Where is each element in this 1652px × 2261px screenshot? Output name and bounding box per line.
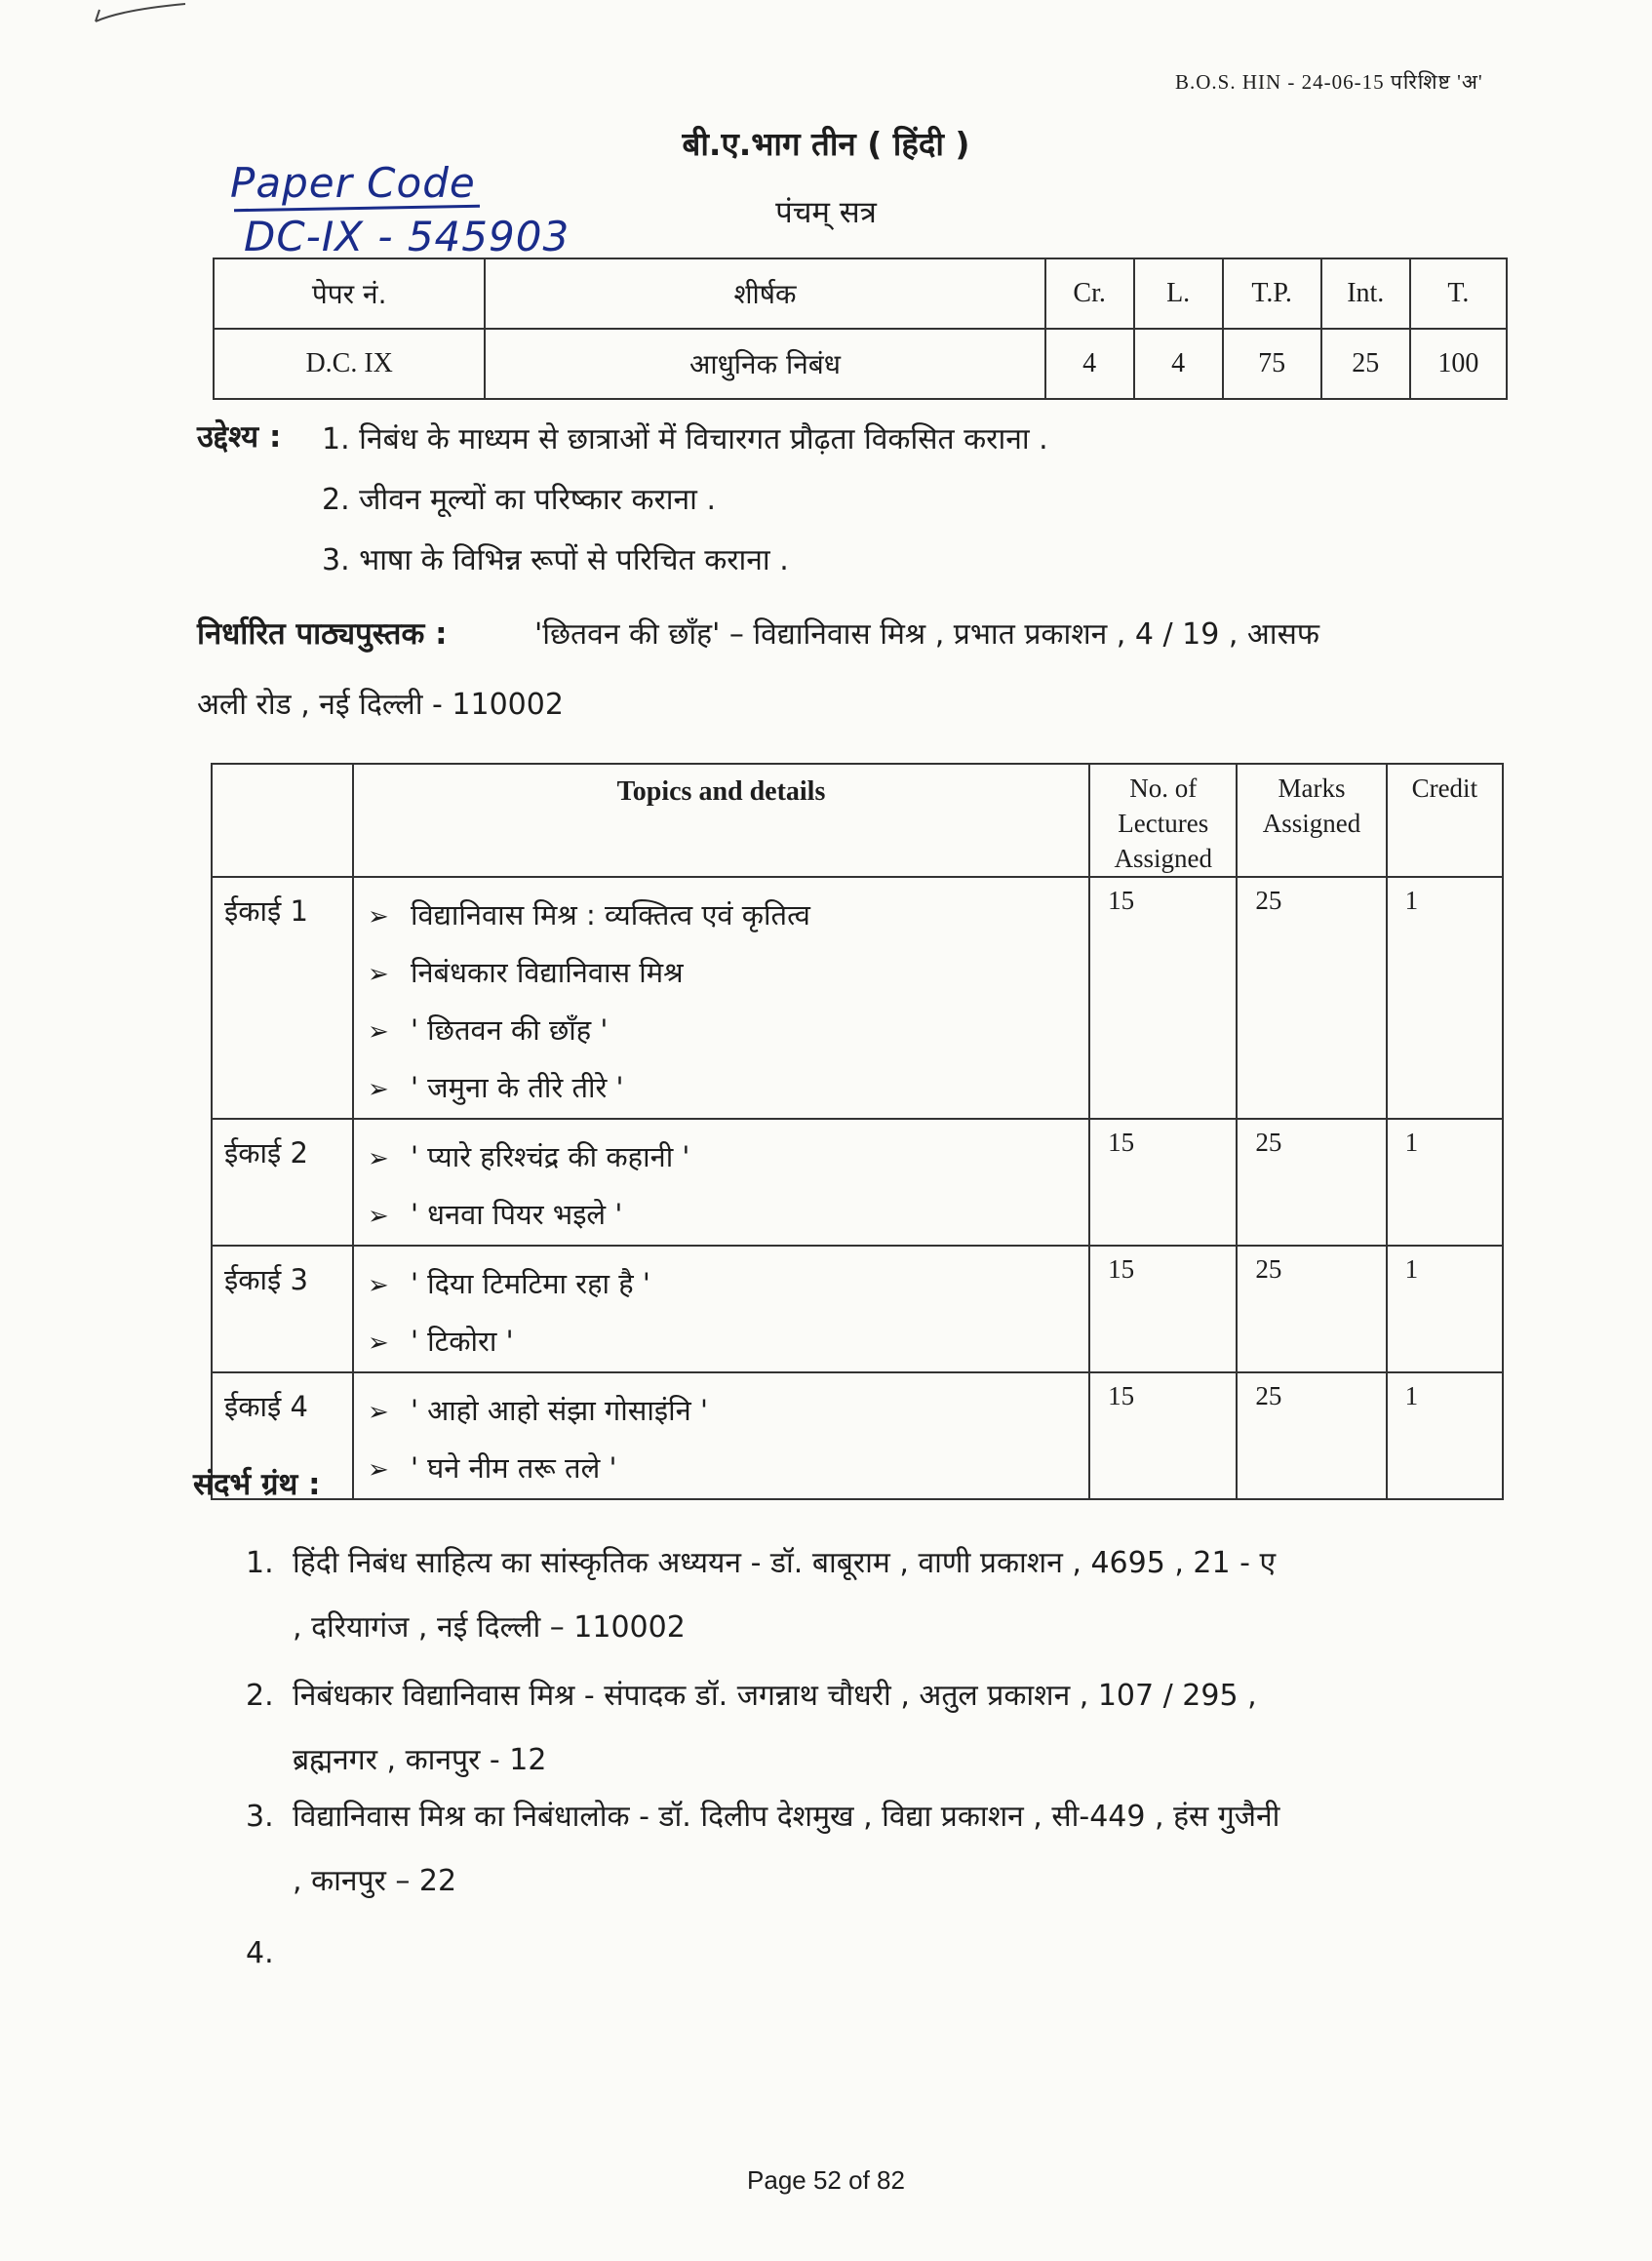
objective-item: 1. निबंध के माध्यम से छात्राओं में विचारगत प्रौढ़ता विकसित कराना . bbox=[322, 422, 1048, 456]
reference-item bbox=[246, 1664, 1611, 1793]
reference-number: 3. bbox=[246, 1800, 274, 1834]
table-header-cell: Cr. bbox=[1045, 258, 1134, 329]
page-number: Page 52 of 82 bbox=[747, 2165, 905, 2195]
textbook-details: 'छितवन की छाँह' – विद्यानिवास मिश्र , प्रभात प्रकाशन , 4 / 19 , आसफ bbox=[534, 617, 1319, 652]
list-item: ➢ ' टिकोरा ' bbox=[368, 1314, 1088, 1371]
table-row bbox=[212, 1119, 1503, 1246]
topics-cell bbox=[353, 1246, 1089, 1372]
unit-cell: ईकाई 2 bbox=[212, 1119, 353, 1246]
lectures-cell: 15 bbox=[1089, 877, 1237, 1119]
credit-cell: 1 bbox=[1387, 1119, 1503, 1246]
credit-cell: 1 bbox=[1387, 877, 1503, 1119]
reference-text: विद्यानिवास मिश्र का निबंधालोक - डॉ. दिलीप देशमुख , विद्या प्रकाशन , सी-449 , हंस गुजैनी bbox=[293, 1800, 1280, 1834]
topics-table bbox=[211, 763, 1504, 1500]
reference-text: हिंदी निबंध साहित्य का सांस्कृतिक अध्ययन - डॉ. बाबूराम , वाणी प्रकाशन , 4695 , 21 - ए bbox=[293, 1546, 1277, 1580]
board-reference: B.O.S. HIN - 24-06-15 परिशिष्ट 'अ' bbox=[1175, 70, 1483, 94]
table-cell: 25 bbox=[1321, 329, 1410, 399]
objective-item: 2. जीवन मूल्यों का परिष्कार कराना . bbox=[322, 483, 717, 517]
table-header-cell: T.P. bbox=[1223, 258, 1321, 329]
credit-cell: 1 bbox=[1387, 1372, 1503, 1499]
page-title: बी.ए.भाग तीन ( हिंदी ) bbox=[682, 125, 970, 163]
arrowhead-icon: ➢ bbox=[367, 1329, 389, 1358]
arrowhead-icon: ➢ bbox=[367, 1202, 389, 1231]
reference-text-continued: ब्रह्मनगर , कानपुर - 12 bbox=[293, 1743, 547, 1777]
textbook-label: निर्धारित पाठ्यपुस्तक : bbox=[197, 616, 448, 652]
table-row bbox=[212, 877, 1503, 1119]
arrowhead-icon: ➢ bbox=[367, 1144, 389, 1173]
table-header-cell: No. of Lectures Assigned bbox=[1089, 764, 1237, 877]
reference-text: निबंधकार विद्यानिवास मिश्र - संपादक डॉ. जगन्नाथ चौधरी , अतुल प्रकाशन , 107 / 295 , bbox=[293, 1679, 1257, 1713]
objectives-label: उद्देश्य : bbox=[197, 419, 282, 455]
arrowhead-icon: ➢ bbox=[367, 960, 389, 989]
table-header-cell: L. bbox=[1134, 258, 1223, 329]
list-item: ➢ विद्यानिवास मिश्र : व्यक्तित्व एवं कृतित्व bbox=[368, 888, 1088, 945]
marks-cell: 25 bbox=[1237, 877, 1386, 1119]
arrowhead-icon: ➢ bbox=[367, 902, 389, 932]
table-row bbox=[212, 1372, 1503, 1499]
unit-cell: ईकाई 1 bbox=[212, 877, 353, 1119]
list-item: ➢ ' जमुना के तीरे तीरे ' bbox=[368, 1060, 1088, 1118]
table-header-cell: Credit bbox=[1387, 764, 1503, 877]
marks-cell: 25 bbox=[1237, 1372, 1386, 1499]
textbook-details-continued: अली रोड , नई दिल्ली - 110002 bbox=[197, 688, 564, 722]
course-info-table bbox=[213, 258, 1508, 400]
list-item: ➢ ' आहो आहो संझा गोसाइंनि ' bbox=[368, 1383, 1088, 1441]
table-header-cell: Int. bbox=[1321, 258, 1410, 329]
table-cell: 4 bbox=[1045, 329, 1134, 399]
table-header-cell: Topics and details bbox=[353, 764, 1089, 877]
objective-item: 3. भाषा के विभिन्न रूपों से परिचित कराना . bbox=[322, 543, 789, 577]
reference-item bbox=[246, 1922, 1611, 1986]
reference-item bbox=[246, 1785, 1611, 1914]
topics-cell bbox=[353, 877, 1089, 1119]
reference-number: 2. bbox=[246, 1679, 274, 1713]
reference-text-continued: , दरियागंज , नई दिल्ली – 110002 bbox=[293, 1610, 686, 1645]
unit-cell: ईकाई 3 bbox=[212, 1246, 353, 1372]
reference-item bbox=[246, 1531, 1611, 1660]
table-cell: 75 bbox=[1223, 329, 1321, 399]
arrowhead-icon: ➢ bbox=[367, 1398, 389, 1427]
table-header-cell: पेपर नं. bbox=[214, 258, 485, 329]
table-row bbox=[214, 329, 1507, 399]
reference-text-continued: , कानपुर – 22 bbox=[293, 1864, 457, 1898]
table-header-cell: Marks Assigned bbox=[1237, 764, 1386, 877]
semester-subtitle: पंचम् सत्र bbox=[775, 195, 877, 230]
table-header-cell bbox=[212, 764, 353, 877]
topics-cell bbox=[353, 1119, 1089, 1246]
paper-code-value: DC-IX - 545903 bbox=[244, 213, 570, 260]
table-header-row bbox=[214, 258, 1507, 329]
reference-number: 4. bbox=[246, 1936, 274, 1970]
table-header-cell: T. bbox=[1410, 258, 1507, 329]
list-item: ➢ ' प्यारे हरिश्चंद्र की कहानी ' bbox=[368, 1130, 1088, 1187]
arrowhead-icon: ➢ bbox=[367, 1455, 389, 1485]
list-item: ➢ ' छितवन की छाँह ' bbox=[368, 1003, 1088, 1060]
lectures-cell: 15 bbox=[1089, 1119, 1237, 1246]
table-cell: D.C. IX bbox=[214, 329, 485, 399]
references-label: संदर्भ ग्रंथ : bbox=[193, 1467, 321, 1502]
table-row bbox=[212, 1246, 1503, 1372]
list-item: ➢ निबंधकार विद्यानिवास मिश्र bbox=[368, 945, 1088, 1003]
table-header-cell: शीर्षक bbox=[485, 258, 1044, 329]
marks-cell: 25 bbox=[1237, 1119, 1386, 1246]
credit-cell: 1 bbox=[1387, 1246, 1503, 1372]
reference-number: 1. bbox=[246, 1546, 274, 1580]
table-cell: 100 bbox=[1410, 329, 1507, 399]
lectures-cell: 15 bbox=[1089, 1372, 1237, 1499]
topics-cell bbox=[353, 1372, 1089, 1499]
unit-cell: ईकाई 4 bbox=[212, 1372, 353, 1499]
list-item: ➢ ' घने नीम तरू तले ' bbox=[368, 1441, 1088, 1498]
paper-code-label: Paper Code bbox=[230, 159, 476, 207]
arrowhead-icon: ➢ bbox=[367, 1017, 389, 1047]
list-item: ➢ ' धनवा पियर भइले ' bbox=[368, 1187, 1088, 1245]
table-cell: 4 bbox=[1134, 329, 1223, 399]
table-header-row bbox=[212, 764, 1503, 877]
arrowhead-icon: ➢ bbox=[367, 1271, 389, 1300]
table-cell: आधुनिक निबंध bbox=[485, 329, 1044, 399]
pen-stroke-mark bbox=[94, 0, 187, 29]
lectures-cell: 15 bbox=[1089, 1246, 1237, 1372]
marks-cell: 25 bbox=[1237, 1246, 1386, 1372]
arrowhead-icon: ➢ bbox=[367, 1075, 389, 1104]
list-item: ➢ ' दिया टिमटिमा रहा है ' bbox=[368, 1256, 1088, 1314]
